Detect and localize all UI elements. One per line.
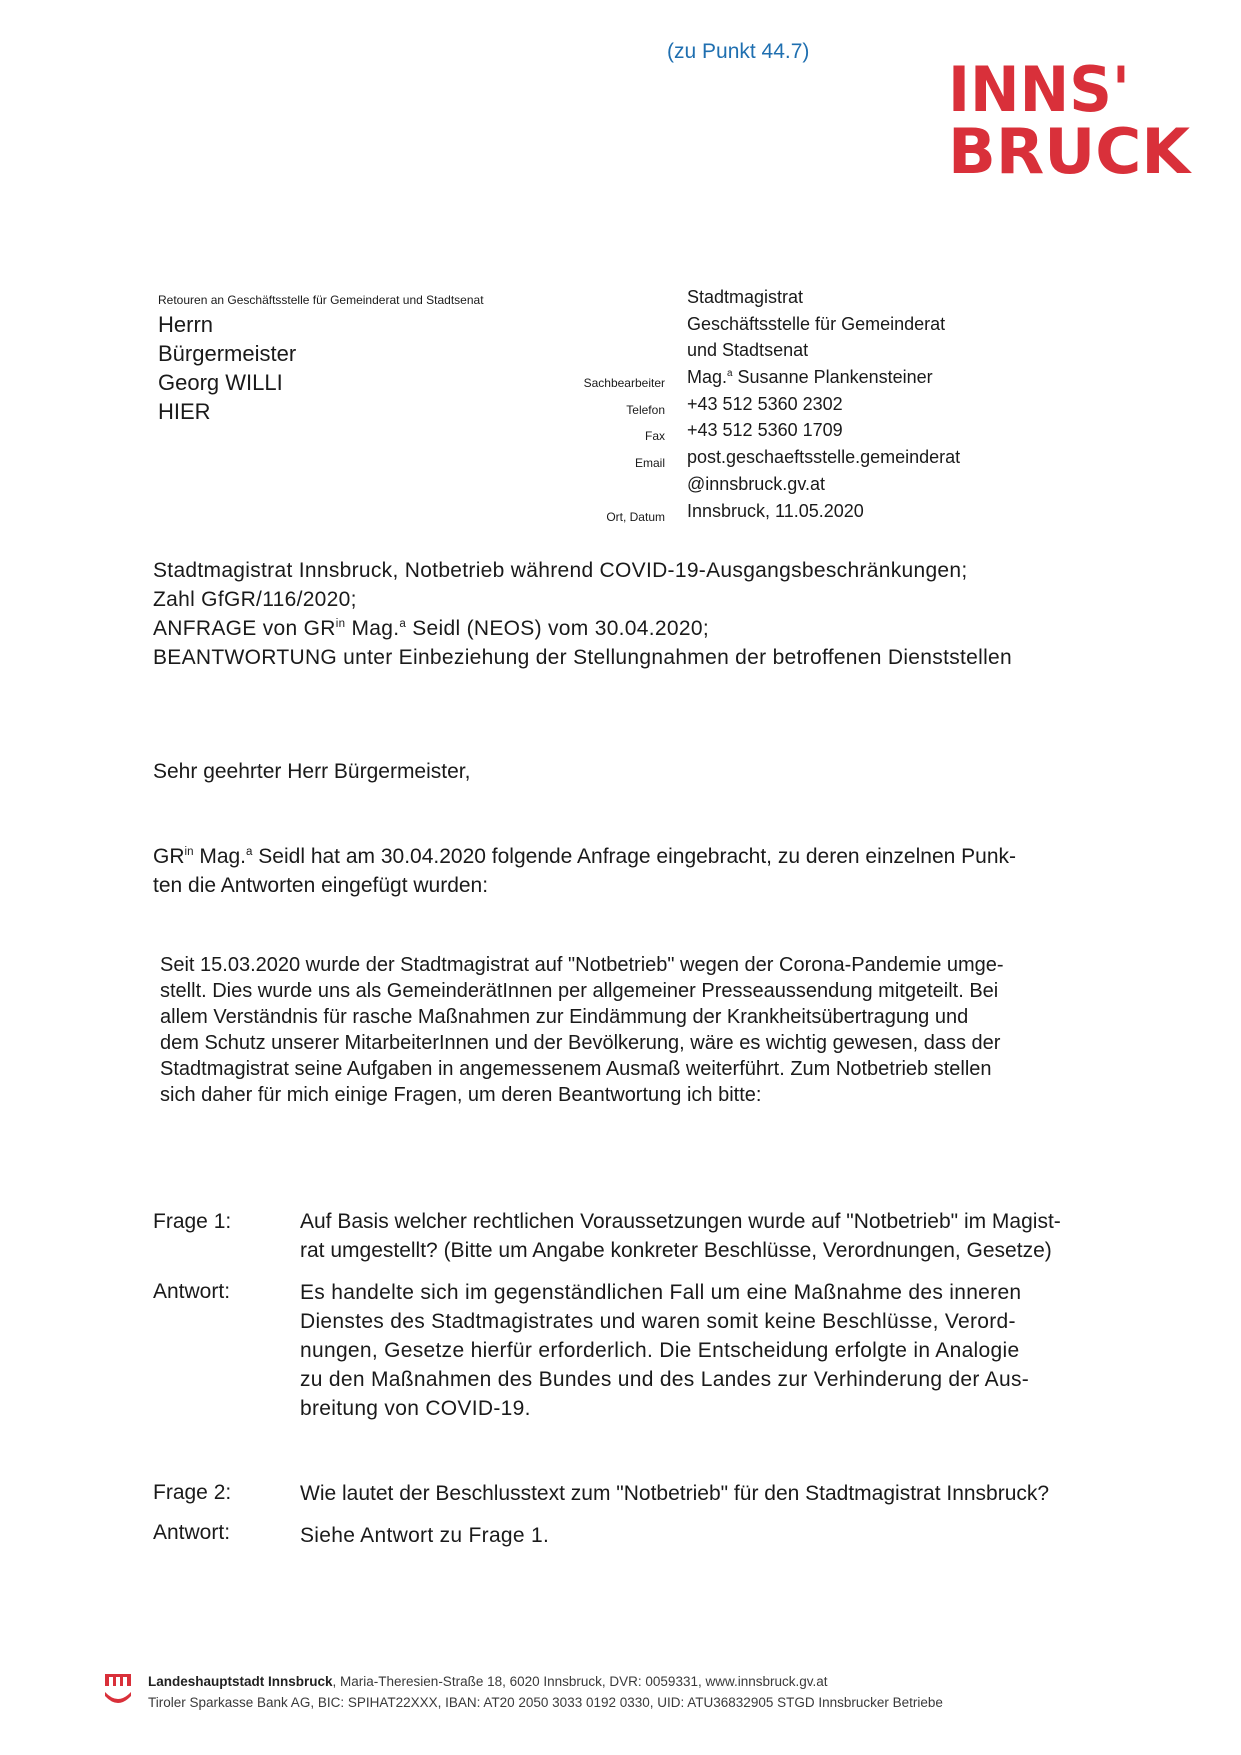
subject-line: Stadtmagistrat Innsbruck, Notbetrieb während COVID-19-Ausgangsbeschränkungen; [153, 559, 968, 582]
question-2-text: Wie lautet der Beschlusstext zum "Notbetrieb" für den Stadtmagistrat Innsbruck? [300, 1482, 1050, 1505]
reference-note: (zu Punkt 44.7) [667, 40, 810, 63]
sender-org-line: Stadtmagistrat [687, 287, 804, 307]
answer-2-text: Siehe Antwort zu Frage 1. [300, 1524, 550, 1547]
fax-value: +43 512 5360 1709 [687, 420, 843, 441]
answer-1-label: Antwort: [153, 1280, 231, 1303]
sender-values [687, 284, 960, 524]
telefon-label: Telefon [626, 402, 665, 417]
quote-line: stellt. Dies wurde uns als GemeinderätInnen per allgemeiner Presseaussendung mitgeteilt. Bei [160, 980, 999, 1002]
email-value-line1: post.geschaeftsstelle.gemeinderat [687, 447, 961, 468]
subject-line: ANFRAGE von $GR^{in}$ Mag.$^a$ Seidl (NEOS) vom 30.04.2020; [153, 617, 709, 640]
recipient-address [158, 310, 296, 426]
sachbearbeiter-label: Sachbearbeiter [583, 376, 665, 391]
answer-1-text: Es handelte sich im gegenständlichen Fall um eine Maßnahme des inneren Dienstes des Stadtmagistrates und waren somit keine Beschlüsse, Verord- nungen, Gesetze hierfür erforderlich. Die Entscheidung erfolgte in Analogie zu den Maßnahmen des Bundes und des Landes zur Verhinderung der Aus- breitung von COVID-19. [300, 1281, 1030, 1420]
intro-paragraph: $GR^{in}$ Mag.$^a$ Seidl hat am 30.04.2020 folgende Anfrage eingebracht, zu deren einzelnen Punk- ten die Antworten eingefügt wurden: [153, 845, 1016, 897]
recipient-line: Bürgermeister [158, 341, 297, 366]
subject-line: Zahl GfGR/116/2020; [153, 588, 357, 611]
footer [148, 1671, 943, 1713]
fax-label: Fax [644, 429, 665, 444]
ort-datum-value: Innsbruck, 11.05.2020 [687, 500, 864, 521]
city-emblem-icon [103, 1672, 133, 1706]
email-label: Email [634, 456, 665, 471]
footer-line-2: Tiroler Sparkasse Bank AG, BIC: SPIHAT22XXX, IBAN: AT20 2050 3033 0192 0330, UID: ATU36832905 STGD Innsbrucker Betriebe [148, 1695, 943, 1710]
logo-line2: BRUCK [948, 115, 1192, 180]
subject-line: BEANTWORTUNG unter Einbeziehung der Stellungnahmen der betroffenen Dienststellen [153, 646, 1013, 669]
return-address-note: Retouren an Geschäftsstelle für Gemeinderat und Stadtsenat [158, 293, 484, 307]
inquiry-quote [160, 952, 1128, 1108]
sender-org-line: Geschäftsstelle für Gemeinderat [687, 313, 946, 334]
ort-datum-label: Ort, Datum [606, 509, 665, 524]
telefon-value: +43 512 5360 2302 [687, 393, 843, 414]
answer-2-label: Antwort: [153, 1521, 231, 1544]
recipient-line: Georg WILLI [158, 370, 283, 395]
footer-line-1: Landeshauptstadt Innsbruck, Maria-Theresien-Straße 18, 6020 Innsbruck, DVR: 0059331, www.innsbruck.gv.at [148, 1674, 828, 1689]
question-2-label: Frage 2: [153, 1481, 232, 1504]
sachbearbeiter-value: Mag.$^a$ Susanne Plankensteiner [687, 367, 933, 388]
question-1-text: Auf Basis welcher rechtlichen Voraussetzungen wurde auf "Notbetrieb" im Magist- rat umgestellt? (Bitte um Angabe konkreter Beschlüsse, Verordnungen, Gesetze) [300, 1210, 1061, 1262]
quote-line: dem Schutz unserer MitarbeiterInnen und der Bevölkerung, wäre es wichtig gewesen, dass der [160, 1032, 1001, 1054]
subject-block [153, 556, 1012, 672]
recipient-line: HIER [158, 399, 211, 424]
sender-labels [520, 290, 665, 530]
quote-line: allem Verständnis für rasche Maßnahmen zur Eindämmung der Krankheitsübertragung und [160, 1006, 969, 1028]
logo-line1: INNS' [948, 55, 1130, 126]
greeting: Sehr geehrter Herr Bürgermeister, [153, 760, 471, 783]
quote-line: Stadtmagistrat seine Aufgaben in angemessenem Ausmaß weiterführt. Zum Notbetrieb stellen [160, 1058, 992, 1080]
sender-org-line: und Stadtsenat [687, 340, 809, 361]
question-1-label: Frage 1: [153, 1210, 232, 1233]
email-value-line2: @innsbruck.gv.at [687, 473, 825, 494]
quote-line: Seit 15.03.2020 wurde der Stadtmagistrat auf "Notbetrieb" wegen der Corona-Pandemie umge- [160, 954, 1004, 976]
quote-line: sich daher für mich einige Fragen, um deren Beantwortung ich bitte: [160, 1084, 762, 1106]
recipient-line: Herrn [158, 312, 214, 337]
innsbruck-logo [948, 55, 1193, 180]
